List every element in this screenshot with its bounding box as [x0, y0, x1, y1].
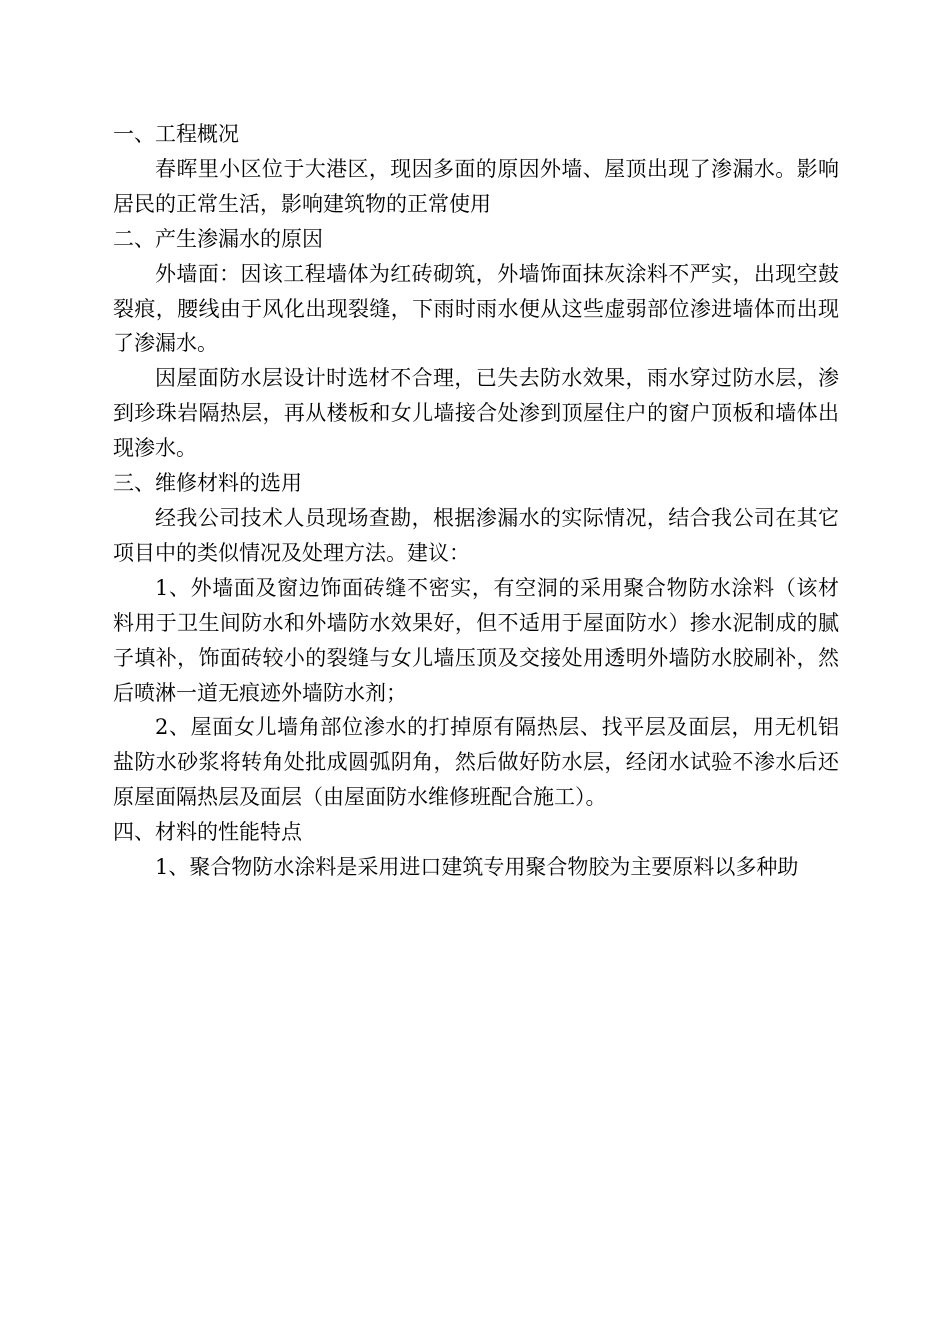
- section-project-overview: [113, 117, 839, 222]
- document-body: [113, 117, 839, 885]
- paragraph: 2、屋面女儿墙角部位渗水的打掉原有隔热层、找平层及面层，用无机铝盐防水砂浆将转角处批成圆弧阴角，然后做好防水层，经闭水试验不渗水后还原屋面隔热层及面层（由屋面防水维修班配合施工）。: [113, 715, 839, 810]
- section-material-selection: [113, 466, 839, 815]
- section-heading: 二、产生渗漏水的原因: [113, 226, 323, 251]
- section-leak-causes: [113, 222, 839, 466]
- section-heading: 三、维修材料的选用: [113, 471, 302, 496]
- section-heading: 一、工程概况: [113, 122, 239, 146]
- section-material-properties: [113, 815, 839, 885]
- paragraph: 1、聚合物防水涂料是采用进口建筑专用聚合物胶为主要原料以多种助: [155, 855, 799, 880]
- paragraph: 1、外墙面及窗边饰面砖缝不密实，有空洞的采用聚合物防水涂料（该材料用于卫生间防水和外墙防水效果好，但不适用于屋面防水）掺水泥制成的腻子填补，饰面砖较小的裂缝与女儿墙压顶及交接处用透明外墙防水胶刷补，然后喷淋一道无痕迹外墙防水剂；: [113, 575, 839, 705]
- section-heading: 四、材料的性能特点: [113, 820, 302, 845]
- paragraph: 因屋面防水层设计时选材不合理，已失去防水效果，雨水穿过防水层，渗到珍珠岩隔热层，再从楼板和女儿墙接合处渗到顶屋住户的窗户顶板和墙体出现渗水。: [113, 366, 839, 461]
- paragraph: 春晖里小区位于大港区，现因多面的原因外墙、屋顶出现了渗漏水。影响居民的正常生活，影响建筑物的正常使用: [113, 156, 839, 216]
- paragraph: 经我公司技术人员现场查勘，根据渗漏水的实际情况，结合我公司在其它项目中的类似情况及处理方法。建议：: [113, 505, 839, 565]
- paragraph: 外墙面：因该工程墙体为红砖砌筑，外墙饰面抹灰涂料不严实，出现空鼓裂痕，腰线由于风化出现裂缝，下雨时雨水便从这些虚弱部位渗进墙体而出现了渗漏水。: [113, 261, 839, 356]
